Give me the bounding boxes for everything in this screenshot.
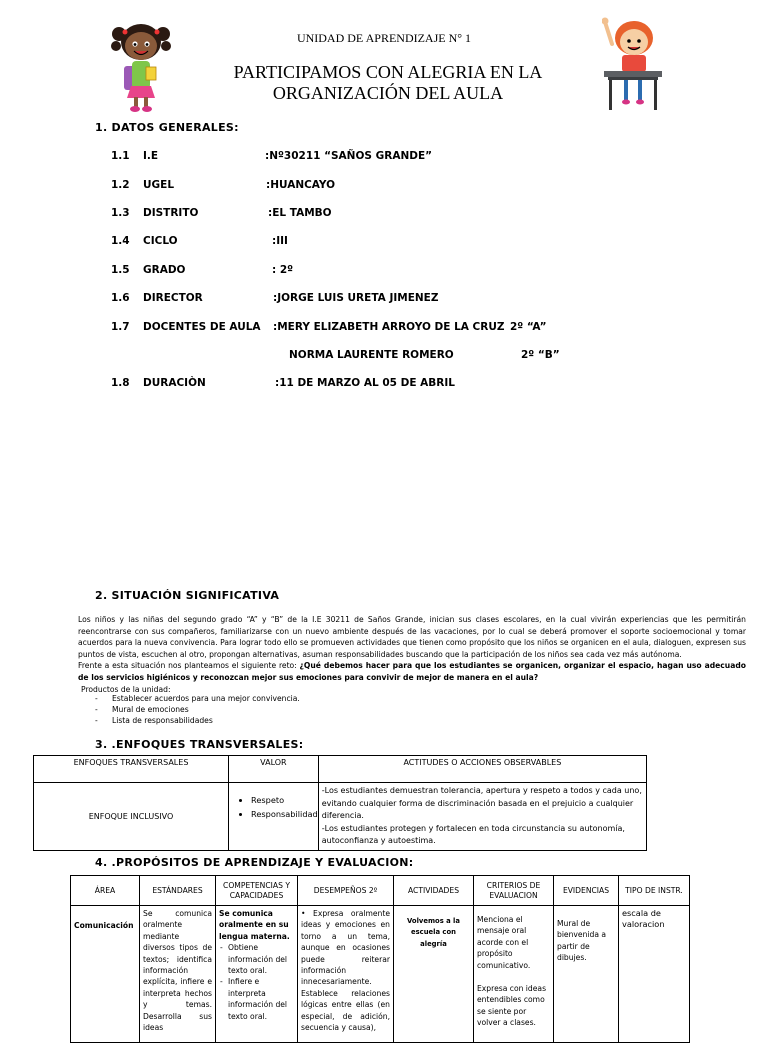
enfoques-table — [33, 755, 647, 851]
row-number: 1.6 — [111, 292, 130, 304]
valor-cell — [229, 783, 319, 851]
criterio-text: Expresa con ideas entendibles como se siente por volver a clases. — [477, 984, 547, 1028]
col-header: ÁREA — [71, 876, 140, 906]
row-value: :III — [272, 235, 288, 247]
row-label: CICLO — [143, 235, 178, 247]
unit-title-line1: PARTICIPAMOS CON ALEGRIA EN LA — [233, 62, 543, 82]
actitud-text: -Los estudiantes protegen y fortalecen en toda circunstancia su autonomía, autoconfianza y autoestima. — [321, 823, 625, 846]
list-item: • Responsabilidad — [251, 809, 318, 819]
col-header: EVIDENCIAS — [554, 876, 619, 906]
section1-heading: 1. DATOS GENERALES: — [95, 121, 239, 134]
list-item: - Lista de responsabilidades — [95, 716, 213, 725]
data-row-duracion — [0, 377, 768, 393]
row-value: :JORGE LUIS URETA JIMENEZ — [273, 292, 439, 304]
row-number: 1.2 — [111, 179, 130, 191]
challenge-question: ¿Qué debemos hacer para que los estudiantes se organicen, organizar el espacio, hagan uso adecuado de los servicios higiénicos y reconozcan mejor sus emociones para convivir de mejor de manera en el aula? — [78, 661, 746, 682]
list-item: - Mural de emociones — [95, 705, 189, 714]
enfoque-cell: ENFOQUE INCLUSIVO — [34, 783, 229, 851]
col-header: ACTIVIDADES — [394, 876, 474, 906]
data-row-docentes — [0, 321, 768, 337]
section4-heading: 4. .PROPÓSITOS DE APRENDIZAJE Y EVALUACION: — [95, 856, 414, 869]
data-row-director — [0, 292, 768, 308]
row-number: 1.7 — [111, 321, 130, 333]
row-number: 1.4 — [111, 235, 130, 247]
criterios-cell — [474, 906, 554, 1043]
table-header-row — [71, 876, 690, 906]
row-value: :Nº30211 “SAÑOS GRANDE” — [265, 150, 433, 162]
data-row-ugel — [0, 179, 768, 195]
list-item: - Establecer acuerdos para una mejor convivencia. — [95, 694, 300, 703]
competencia-text: Se comunica oralmente en su lengua materna. — [219, 909, 290, 941]
row-number: 1.8 — [111, 377, 130, 389]
col-header: CRITERIOS DE EVALUACION — [474, 876, 554, 906]
data-row-distrito — [0, 207, 768, 223]
table-header-row — [34, 756, 647, 783]
products-list — [95, 693, 300, 726]
row-value: NORMA LAURENTE ROMERO — [289, 349, 454, 361]
col-header: VALOR — [229, 756, 319, 783]
products-label: Productos de la unidad: — [81, 684, 171, 694]
actitud-text: -Los estudiantes demuestran tolerancia, apertura y respeto a todos y cada uno, evitando cualquier forma de discriminación basada en el prejuicio a cualquier diferencia. — [321, 786, 642, 821]
student-at-desk-illustration — [602, 14, 664, 114]
propositos-table — [70, 875, 690, 1043]
table-row — [34, 783, 647, 851]
situation-paragraph: Los niños y las niñas del segundo grado “A” y “B” de la I.E 30211 de Saños Grande, inician sus clases escolares, en la cual vivirán experiencias que les permitirán reencontrarse con sus compañeros, familiarizarse con un nuevo ambiente después de las vacaciones, por lo cual se deberá promover el soporte socioemocional y tomar acuerdos para la nueva convivencia. Para lograr todo ello se promueven actividades que tienen como propósito que los niños se organicen en el aula, dialoguen, expresen sus puntos de vista, escuchen al otro, propongan alternativas, asuman responsabilidades buscando que la participación de los niños sea cada vez más autónoma. — [78, 615, 746, 659]
row-value: :HUANCAYO — [266, 179, 336, 191]
row-number: 1.1 — [111, 150, 130, 162]
row-grade: 2º “B” — [521, 349, 560, 361]
col-header: ENFOQUES TRANSVERSALES — [34, 756, 229, 783]
section2-heading: 2. SITUACIÓN SIGNIFICATIVA — [95, 589, 280, 602]
col-header: ESTÁNDARES — [140, 876, 216, 906]
row-value: :MERY ELIZABETH ARROYO DE LA CRUZ — [273, 321, 505, 333]
col-header: COMPETENCIAS Y CAPACIDADES — [216, 876, 298, 906]
data-row-ie — [0, 150, 768, 166]
estandares-cell: Se comunica oralmente mediante diversos tipos de textos; identifica información explícita, infiere e interpreta hechos y temas. Desarrolla sus ideas — [140, 906, 216, 1043]
col-header: TIPO DE INSTR. — [619, 876, 690, 906]
row-label: GRADO — [143, 264, 186, 276]
situation-text — [78, 614, 746, 695]
row-label: DISTRITO — [143, 207, 199, 219]
list-item: - Obtiene información del texto oral. — [228, 942, 294, 976]
row-value: : 2º — [272, 264, 294, 276]
data-row-grado — [0, 264, 768, 280]
area-cell: Comunicación — [71, 906, 140, 1043]
unit-title — [200, 62, 576, 104]
row-label: UGEL — [143, 179, 175, 191]
row-label: I.E — [143, 150, 159, 162]
unit-title-line2: ORGANIZACIÓN DEL AULA — [272, 83, 504, 103]
data-row-docente-2 — [0, 349, 768, 365]
instrumento-cell: escala de valoracion — [619, 906, 690, 1043]
row-value: :EL TAMBO — [268, 207, 332, 219]
section3-heading: 3. .ENFOQUES TRANSVERSALES: — [95, 738, 304, 751]
col-header: ACTITUDES O ACCIONES OBSERVABLES — [318, 756, 646, 783]
actitudes-cell — [318, 783, 646, 851]
row-number: 1.5 — [111, 264, 130, 276]
row-grade: 2º “A” — [510, 321, 547, 333]
competencias-cell — [216, 906, 298, 1043]
unit-subtitle: UNIDAD DE APRENDIZAJE N° 1 — [296, 31, 472, 45]
col-header: DESEMPEÑOS 2º — [298, 876, 394, 906]
desempenos-cell: • Expresa oralmente ideas y emociones en torno a un tema, aunque en ocasiones puede reiterar información innecesariamente. Establece relaciones lógicas entre ellas (en especial, de adición, secuencia y causa), — [298, 906, 394, 1043]
row-value: :11 DE MARZO AL 05 DE ABRIL — [275, 377, 455, 389]
row-label: DIRECTOR — [143, 292, 203, 304]
row-number: 1.3 — [111, 207, 130, 219]
list-item: - Infiere e interpreta información del texto oral. — [228, 976, 294, 1022]
evidencias-cell: Mural de bienvenida a partir de dibujes. — [554, 906, 619, 1043]
table-row — [71, 906, 690, 1043]
challenge-paragraph — [78, 660, 746, 683]
criterio-text: Menciona el mensaje oral acorde con el propósito comunicativo. — [477, 915, 531, 970]
list-item: • Respeto — [251, 795, 318, 805]
data-row-ciclo — [0, 235, 768, 251]
row-label: DURACIÒN — [143, 377, 206, 389]
actividades-cell: Volvemos a la escuela con alegría — [394, 906, 474, 1043]
row-label: DOCENTES DE AULA — [143, 321, 261, 333]
challenge-intro: Frente a esta situación nos planteamos el siguiente reto: — [78, 661, 300, 671]
